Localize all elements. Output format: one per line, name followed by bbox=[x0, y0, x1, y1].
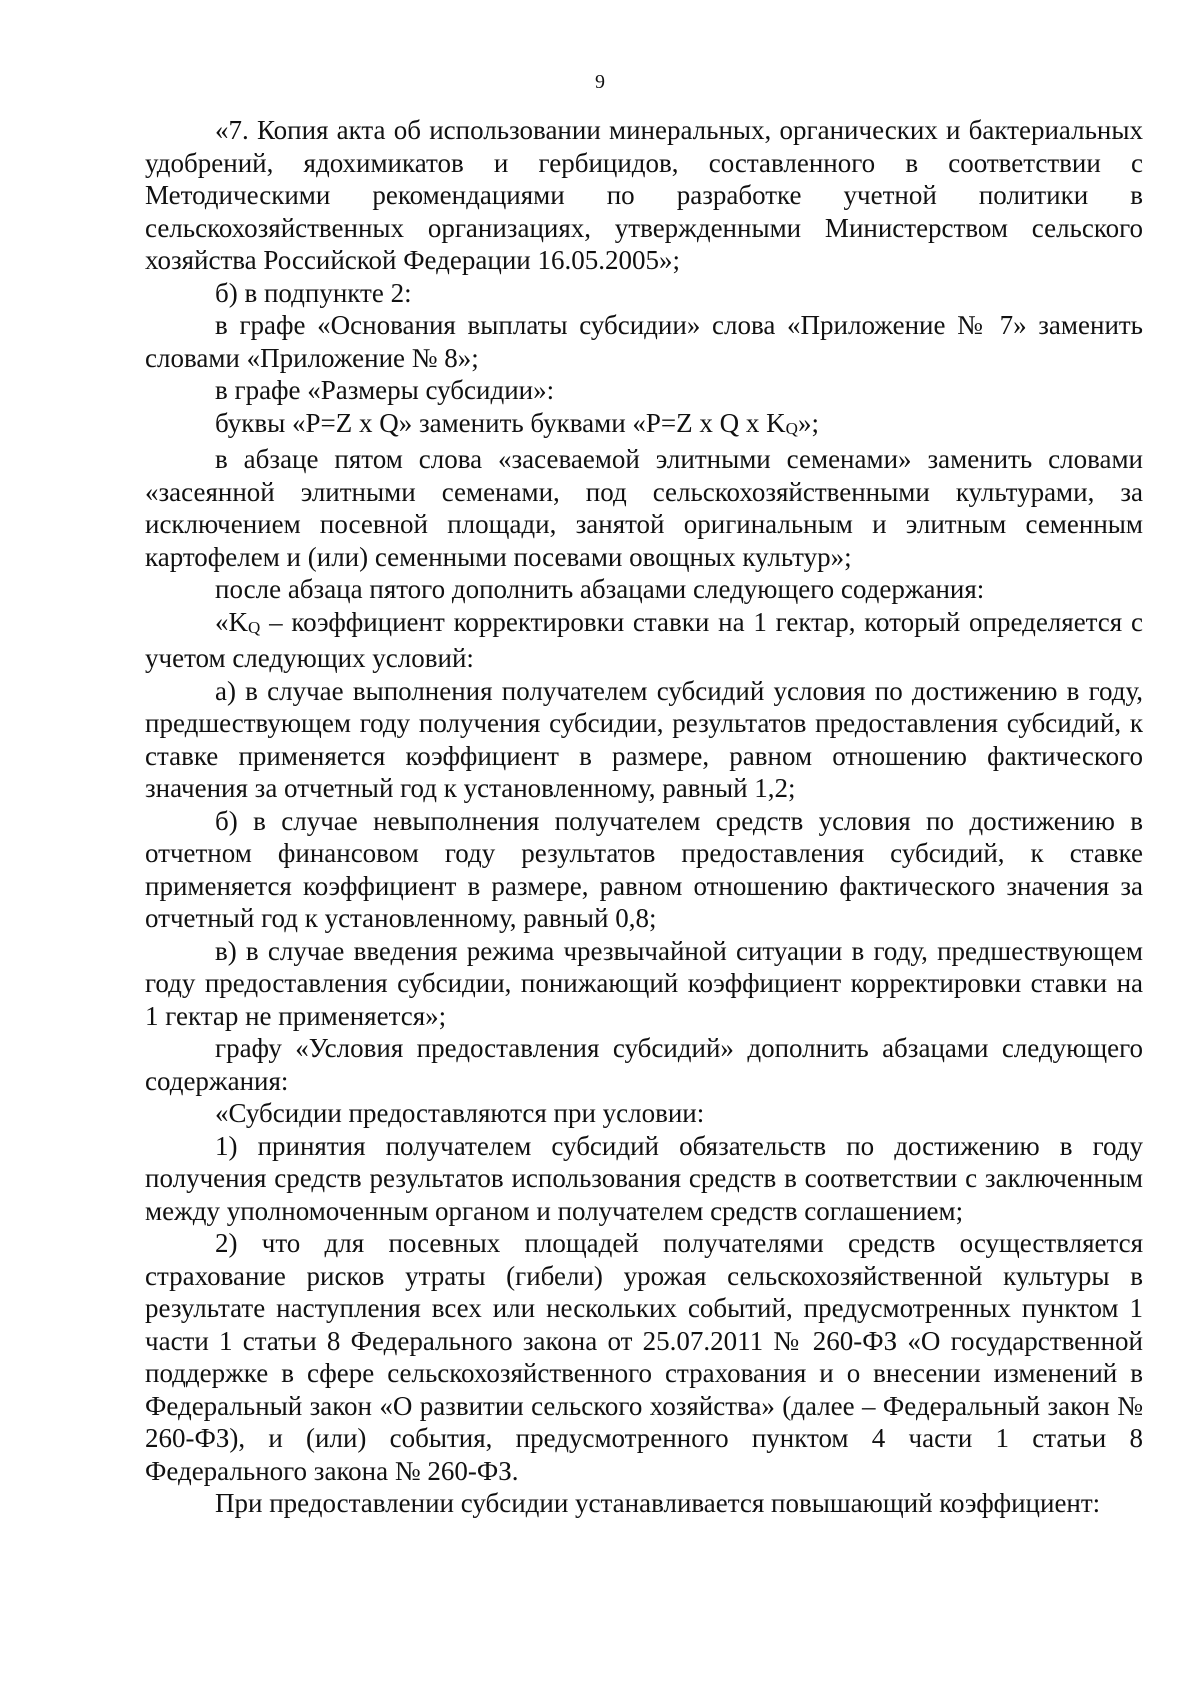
kq-subscript: Q bbox=[248, 617, 261, 637]
formula-text-before: буквы «P=Z x Q» заменить буквами «P=Z x Q x K bbox=[215, 407, 786, 438]
formula-text-after: »; bbox=[797, 407, 819, 438]
paragraph-condition-1: 1) принятия получателем субсидий обязательств по достижению в году получения средств результатов использования средств в соответствии с заключенным между уполномоченным органом и получателем средств соглашением; bbox=[145, 1130, 1143, 1226]
kq-text-before: «K bbox=[215, 606, 248, 637]
paragraph-kq-definition bbox=[145, 606, 1143, 675]
formula-subscript: Q bbox=[785, 418, 798, 438]
page-number: 9 bbox=[595, 71, 605, 93]
document-body bbox=[145, 114, 1143, 1520]
paragraph-add-abzacs: после абзаца пятого дополнить абзацами следующего содержания: bbox=[215, 574, 985, 604]
paragraph-condition-b: б) в случае невыполнения получателем средств условия по достижению в отчетном финансовом году результатов предоставления субсидий, к ставке применяется коэффициент в размере, равном отношению фактического значения за отчетный год к установленному, равный 0,8; bbox=[145, 805, 1143, 933]
paragraph-subsidy-conditions: «Субсидии предоставляются при условии: bbox=[215, 1098, 705, 1128]
paragraph-condition-a: а) в случае выполнения получателем субсидий условия по достижению в году, предшествующем году получения субсидии, результатов предоставления субсидий, к ставке применяется коэффициент в размере, равном отношению фактического значения за отчетный год к установленному, равный 1,2; bbox=[145, 675, 1143, 803]
paragraph-amounts-column: в графе «Размеры субсидии»: bbox=[215, 375, 555, 405]
paragraph-increasing-coefficient: При предоставлении субсидии устанавливается повышающий коэффициент: bbox=[215, 1488, 1101, 1518]
paragraph-formula-replace bbox=[145, 407, 1143, 444]
paragraph-condition-2: 2) что для посевных площадей получателями средств осуществляется страхование рисков утраты (гибели) урожая сельскохозяйственной культуры в результате наступления всех или нескольких событий, предусмотренных пунктом 1 части 1 статьи 8 Федерального закона от 25.07.2011 № 260-ФЗ «О государственной поддержке в сфере сельскохозяйственного страхования и о внесении изменений в Федеральный закон «О развитии сельского хозяйства» (далее – Федеральный закон № 260-ФЗ), и (или) события, предусмотренного пунктом 4 части 1 статьи 8 Федерального закона № 260-ФЗ. bbox=[145, 1228, 1143, 1486]
paragraph-fifth-abzac: в абзаце пятом слова «засеваемой элитными семенами» заменить словами «засеянной элитными семенами, под сельскохозяйственными культурами, за исключением посевной площади, занятой оригинальным и элитным семенным картофелем и (или) семенными посевами овощных культур»; bbox=[145, 444, 1143, 572]
paragraph-conditions-column: графу «Условия предоставления субсидий» дополнить абзацами следующего содержания: bbox=[145, 1033, 1143, 1096]
paragraph-subitem-b: б) в подпункте 2: bbox=[215, 277, 412, 308]
paragraph-condition-v: в) в случае введения режима чрезвычайной ситуации в году, предшествующем году предоставления субсидии, понижающий коэффициент корректировки ставки на 1 гектар не применяется»; bbox=[145, 935, 1143, 1031]
paragraph-grounds-column: в графе «Основания выплаты субсидии» слова «Приложение № 7» заменить словами «Приложение № 8»; bbox=[145, 310, 1143, 373]
paragraph-item-7-copy: «7. Копия акта об использовании минеральных, органических и бактериальных удобрений, ядохимикатов и гербицидов, составленного в соответствии с Методическими рекомендациями по разработке учетной политики в сельскохозяйственных организациях, утвержденными Министерством сельского хозяйства Российской Федерации 16.05.2005»; bbox=[145, 115, 1143, 275]
kq-text-after: – коэффициент корректировки ставки на 1 гектар, который определяется с учетом следующих условий: bbox=[145, 606, 1143, 673]
